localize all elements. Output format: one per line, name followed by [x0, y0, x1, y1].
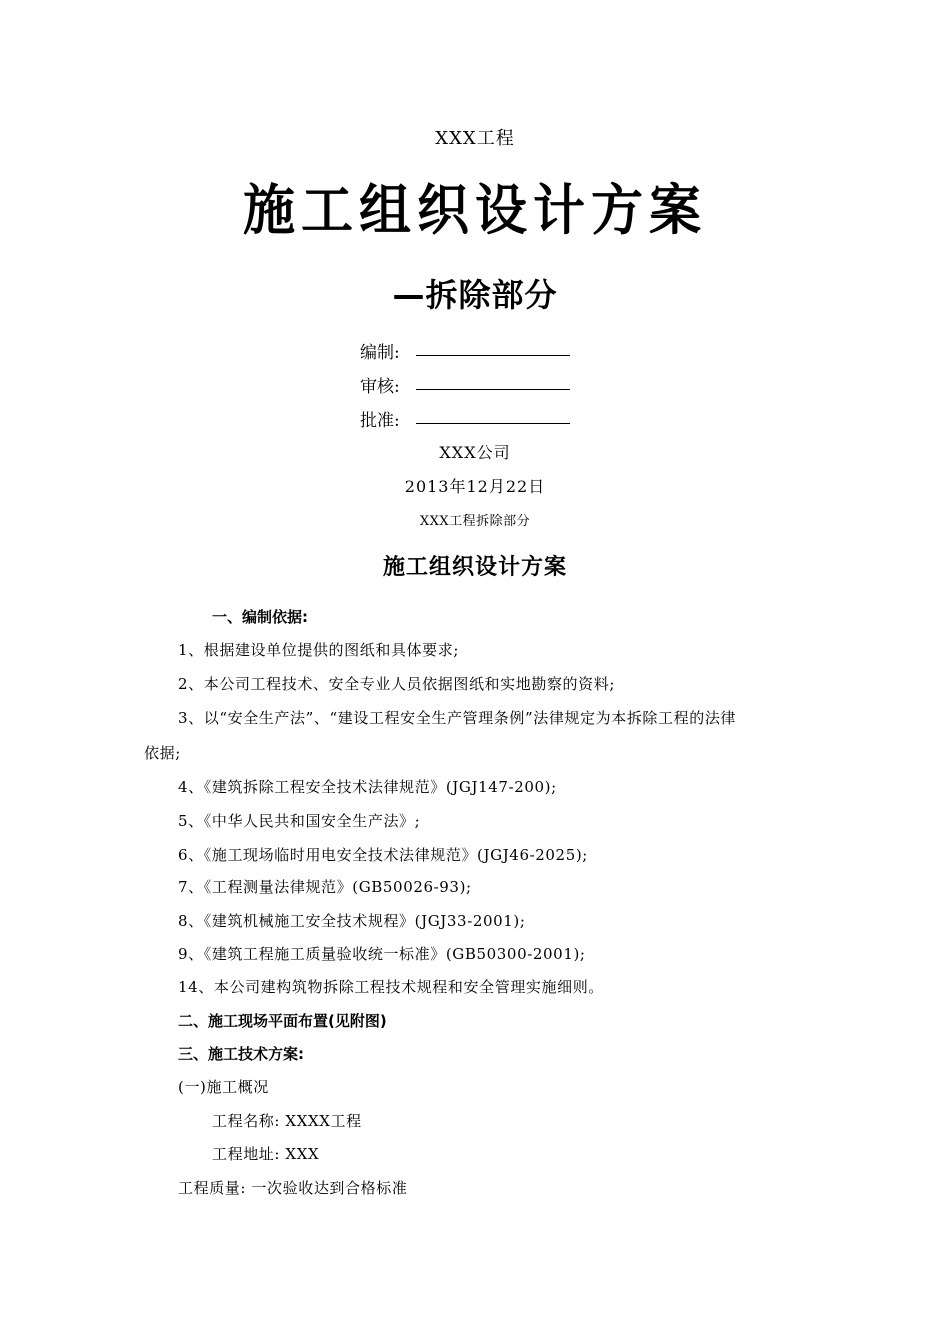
section1-heading: 一、编制依据:: [212, 608, 308, 626]
sign-line-reviewed: [416, 389, 570, 390]
basis-item: 1、根据建设单位提供的图纸和具体要求;: [178, 641, 459, 659]
section2-heading: 二、施工现场平面布置(见附图): [178, 1012, 387, 1030]
basis-item: 5、《中华人民共和国安全生产法》;: [178, 812, 421, 830]
project-address: 工程地址: XXX: [212, 1145, 320, 1163]
section3-heading: 三、施工技术方案:: [178, 1045, 304, 1063]
sign-label-prepared: 编制:: [360, 343, 400, 363]
basis-item: 4、《建筑拆除工程安全技术法律规范》(JGJ147-200);: [178, 778, 557, 796]
basis-item: 7、《工程测量法律规范》(GB50026-93);: [178, 878, 472, 896]
cover-date: 2013年12月22日: [404, 477, 546, 496]
basis-item: 8、《建筑机械施工安全技术规程》(JGJ33-2001);: [178, 912, 526, 930]
basis-item: 2、本公司工程技术、安全专业人员依据图纸和实地勘察的资料;: [178, 675, 615, 693]
basis-item: 9、《建筑工程施工质量验收统一标准》(GB50300-2001);: [178, 945, 586, 963]
document-header: XXX工程拆除部分: [419, 514, 531, 529]
cover-project-name: XXX工程: [435, 128, 515, 149]
basis-item: 6、《施工现场临时用电安全技术法律规范》(JGJ46-2025);: [178, 846, 588, 864]
document-title: 施工组织设计方案: [382, 555, 567, 580]
project-name: 工程名称: XXXX工程: [212, 1112, 362, 1130]
basis-item: 14、本公司建构筑物拆除工程技术规程和安全管理实施细则。: [178, 978, 604, 996]
section3-subheading: (一)施工概况: [178, 1078, 269, 1096]
sign-line-approved: [416, 423, 570, 424]
basis-item: 3、以“安全生产法”、“建设工程安全生产管理条例”法律规定为本拆除工程的法律: [178, 709, 737, 727]
cover-subtitle: —拆除部分: [392, 276, 558, 314]
sign-line-prepared: [416, 355, 570, 356]
cover-title: 施工组织设计方案: [242, 179, 707, 243]
sign-label-approved: 批准:: [360, 411, 400, 431]
cover-company: XXX公司: [439, 443, 511, 462]
project-quality: 工程质量: 一次验收达到合格标准: [178, 1179, 408, 1197]
sign-label-reviewed: 审核:: [360, 377, 400, 397]
basis-item-continuation: 依据;: [144, 744, 181, 762]
